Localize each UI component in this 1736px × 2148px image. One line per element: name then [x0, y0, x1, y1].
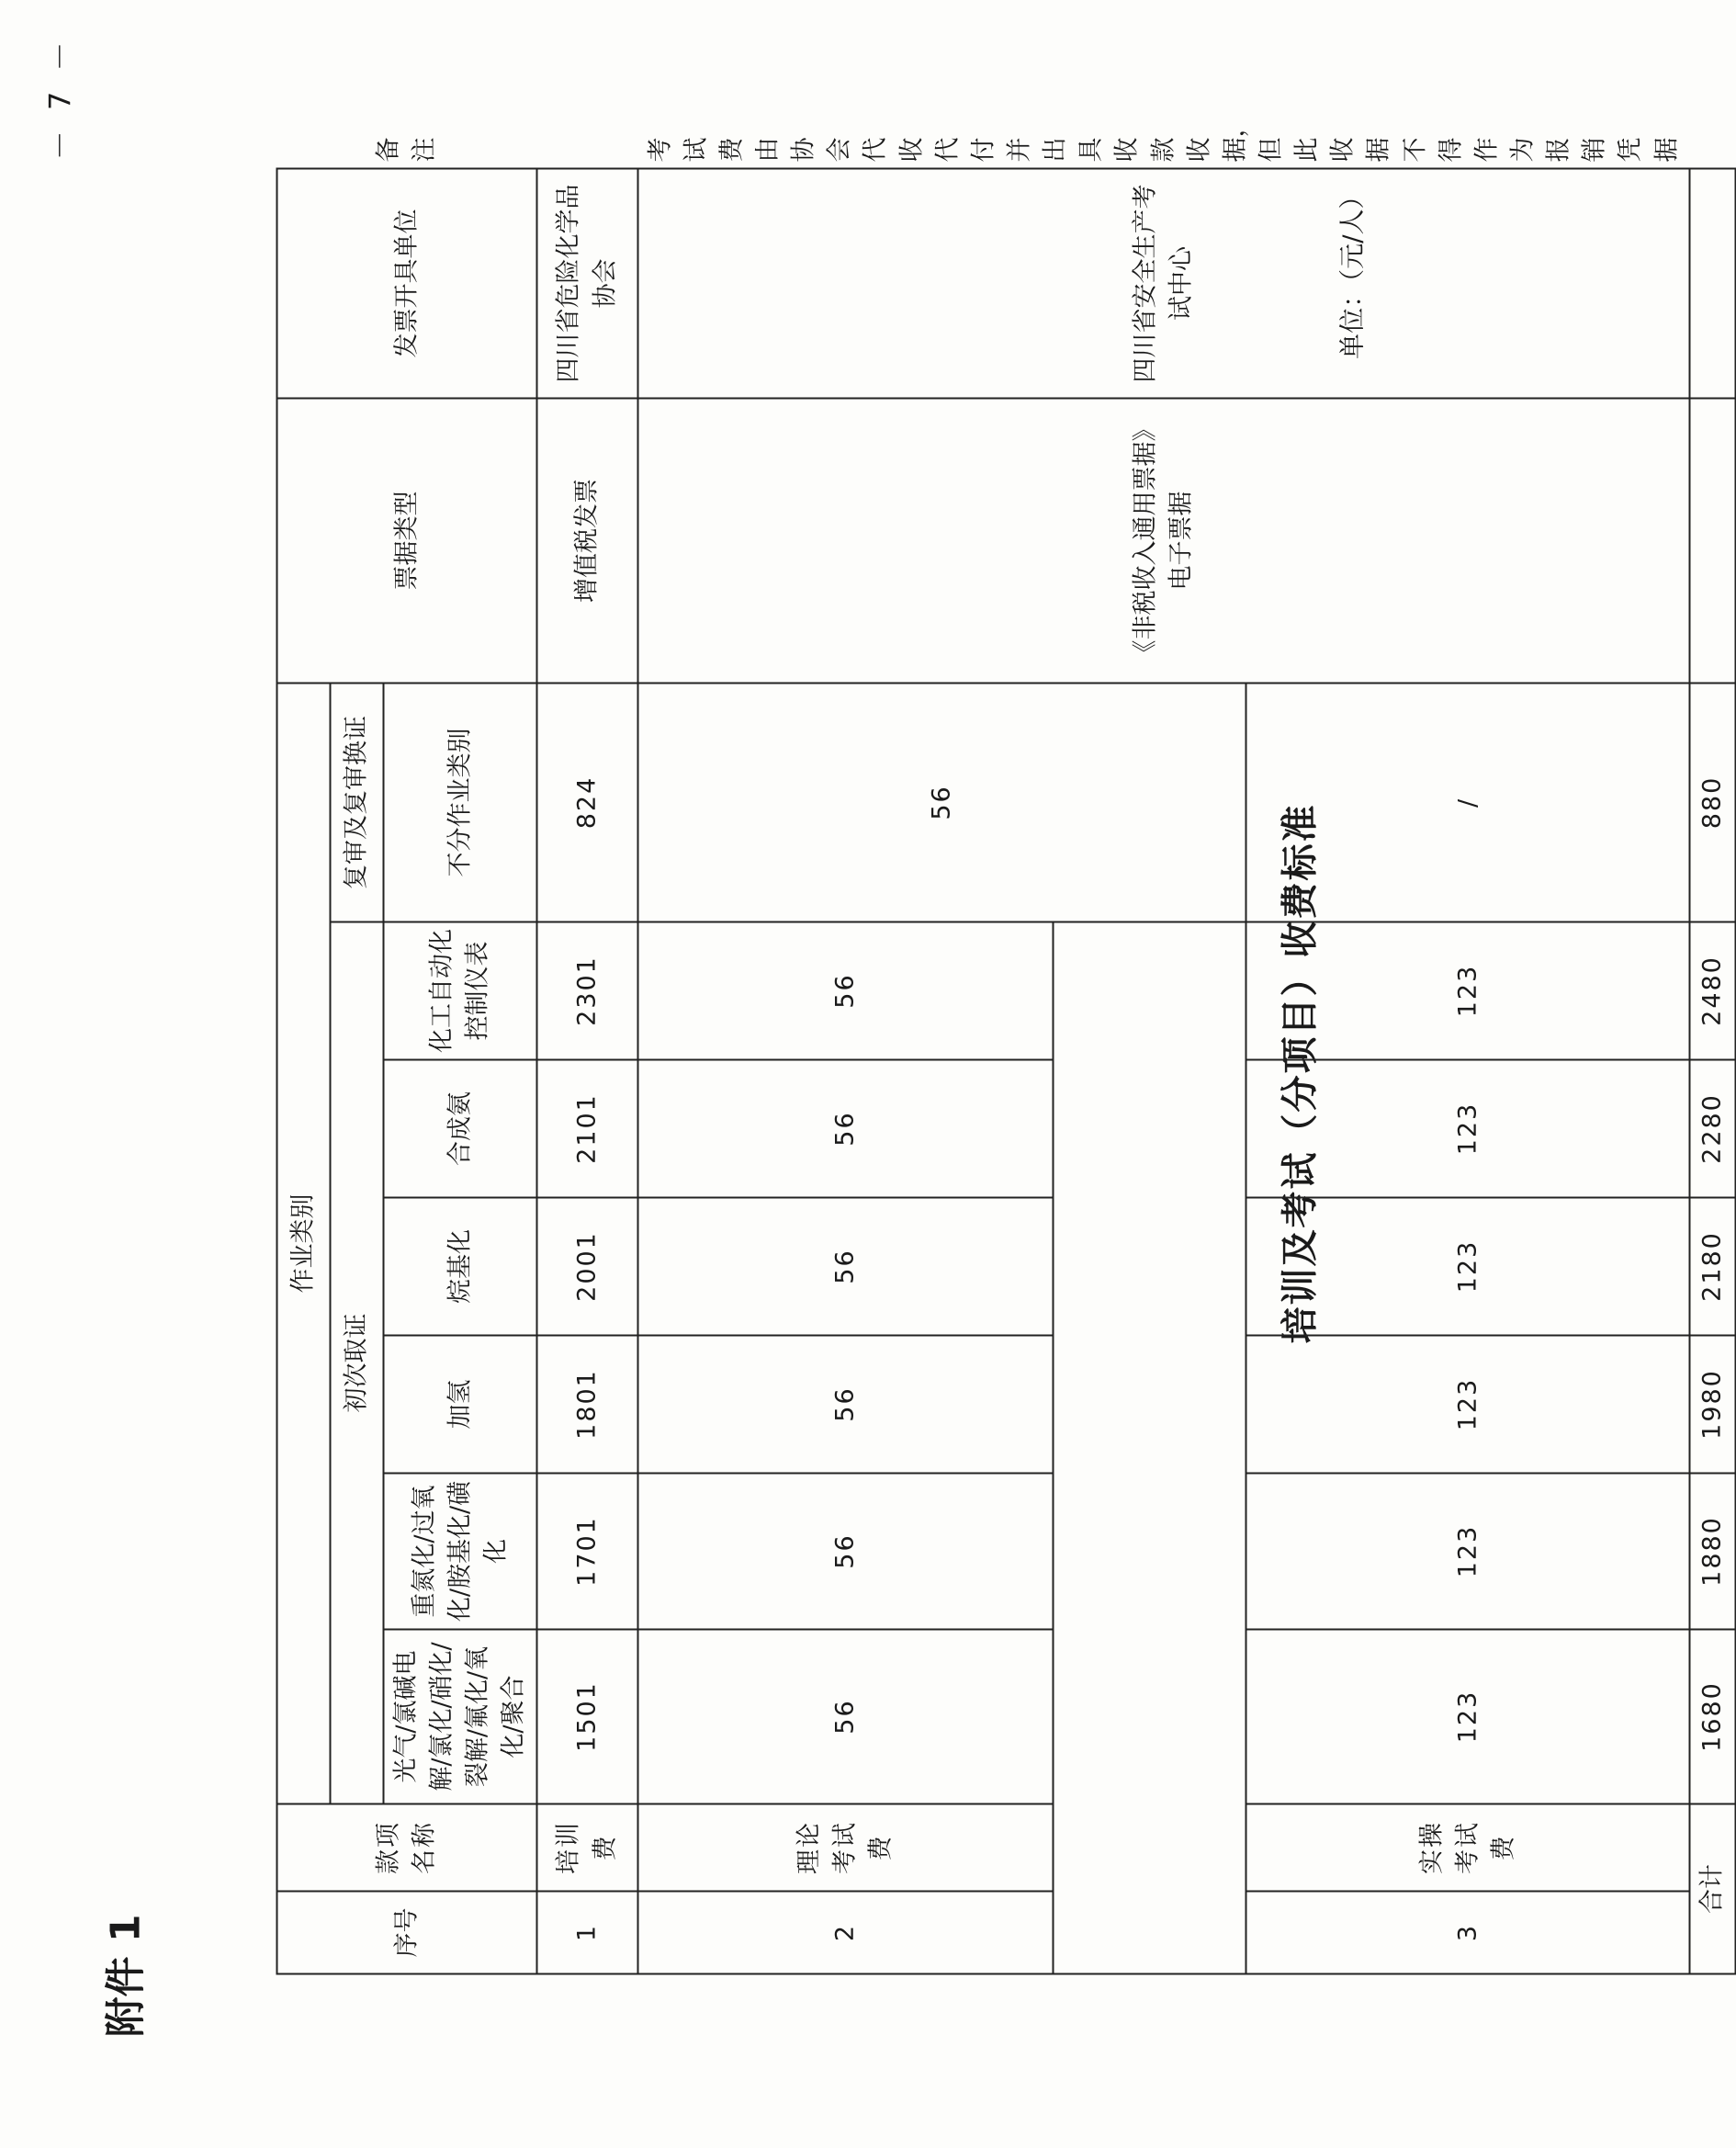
value-cell: 123 — [1246, 1630, 1689, 1804]
ticket-type: 增值税发票 — [536, 398, 637, 683]
value-cell: 56 — [637, 922, 1053, 1060]
issuer: 四川省危险化学品协会 — [536, 168, 637, 398]
row-seq: 1 — [536, 1892, 637, 1974]
header-initial-cert: 初次取证 — [331, 922, 384, 1804]
total-value: 2280 — [1689, 1060, 1735, 1198]
value-cell: 2001 — [536, 1198, 637, 1336]
header-issuer: 发票开具单位 — [277, 168, 537, 398]
attachment-label: 附件 1 — [102, 1914, 150, 2038]
empty-cell — [1689, 168, 1735, 398]
ticket-type: 《非税收入通用票据》电子票据 — [637, 398, 1689, 683]
header-ticket-type: 票据类型 — [277, 398, 537, 683]
total-row — [1689, 168, 1735, 1973]
total-value: 1880 — [1689, 1474, 1735, 1630]
header-cat4: 烷基化 — [384, 1198, 537, 1336]
value-cell: 2101 — [536, 1060, 637, 1198]
header-seq: 序号 — [277, 1892, 537, 1974]
rotated-page — [1, 0, 1727, 2148]
header-job-category: 作业类别 — [277, 683, 331, 1803]
header-cat6: 化工自动化控制仪表 — [384, 922, 537, 1060]
header-cat1: 光气/氯碱电解/氯化/硝化/裂解/氟化/氧化/聚合 — [384, 1630, 537, 1804]
total-review: 880 — [1689, 683, 1735, 921]
value-cell: 56 — [637, 1198, 1053, 1336]
value-cell: 123 — [1246, 1060, 1689, 1198]
value-cell: 56 — [637, 1630, 1053, 1804]
unit-label: 单位：（元/人） — [1336, 183, 1368, 359]
row-seq: 2 — [637, 1892, 1053, 1974]
value-cell: 2301 — [536, 922, 637, 1060]
header-cat2: 重氮化/过氧化/胺基化/磺化 — [384, 1474, 537, 1630]
total-value: 1680 — [1689, 1630, 1735, 1804]
value-cell: 123 — [1246, 1474, 1689, 1630]
row-seq: 3 — [1246, 1892, 1689, 1974]
review-value: 824 — [536, 683, 637, 921]
row-item: 理论考试费 — [637, 1804, 1053, 1892]
empty-cell — [1689, 398, 1735, 683]
review-value: 56 — [637, 683, 1246, 921]
fee-table: 序号 款项名称 作业类别 票据类型 发票开具单位 备注 初次取证 复审及复审换证 光气/氯碱电解/氯化/硝化/裂解/氟化/氧化/聚合 重氮化/过氧化/胺基化/磺化 加氢 烷基化 合成氨 化工自动化控制仪表 不分作业类别 1 培训费 1501 1701 1801 2001 2101 2301 824 增值税发票 四川省危险化学品协会 2 理论考试费 56 56 56 56 56 56 56 《非税收入通用票据》电子票据 四川省安全生产考试中心 考试费由协会代收代付并出具收款收据，但此收据不得作为报销凭据 3 实操考试费 123 123 123 123 123 123 / 合计 1680 1880 1980 2180 2280 2480 880 — [276, 167, 1736, 1974]
value-cell: 123 — [1246, 1198, 1689, 1336]
header-cat3: 加氢 — [384, 1336, 537, 1474]
table-row: 2 理论考试费 56 56 56 56 56 56 56 《非税收入通用票据》电子票据 四川省安全生产考试中心 考试费由协会代收代付并出具收款收据，但此收据不得作为报销凭据 — [637, 168, 1053, 1973]
value-cell: 1701 — [536, 1474, 637, 1630]
spacer-cell — [1053, 922, 1246, 1974]
value-cell: 1801 — [536, 1336, 637, 1474]
row-item: 培训费 — [536, 1804, 637, 1892]
value-cell: 123 — [1246, 1336, 1689, 1474]
review-value: / — [1246, 683, 1689, 921]
header-item: 款项名称 — [277, 1804, 537, 1892]
total-label: 合计 — [1689, 1804, 1735, 1974]
page-number: － 7 － — [42, 36, 78, 161]
header-cat5: 合成氨 — [384, 1060, 537, 1198]
total-value: 2180 — [1689, 1198, 1735, 1336]
table-row — [536, 168, 637, 1973]
value-cell: 56 — [637, 1336, 1053, 1474]
total-value: 1980 — [1689, 1336, 1735, 1474]
value-cell: 56 — [637, 1474, 1053, 1630]
value-cell: 123 — [1246, 922, 1689, 1060]
issuer: 四川省安全生产考试中心 — [637, 168, 1689, 398]
header-review: 复审及复审换证 — [331, 683, 384, 921]
row-item: 实操考试费 — [1246, 1804, 1689, 1892]
value-cell: 56 — [637, 1060, 1053, 1198]
value-cell: 1501 — [536, 1630, 637, 1804]
page-title: 培训及考试（分项目）收费标准 — [1278, 803, 1322, 1344]
header-review-sub: 不分作业类别 — [384, 683, 537, 921]
total-value: 2480 — [1689, 922, 1735, 1060]
